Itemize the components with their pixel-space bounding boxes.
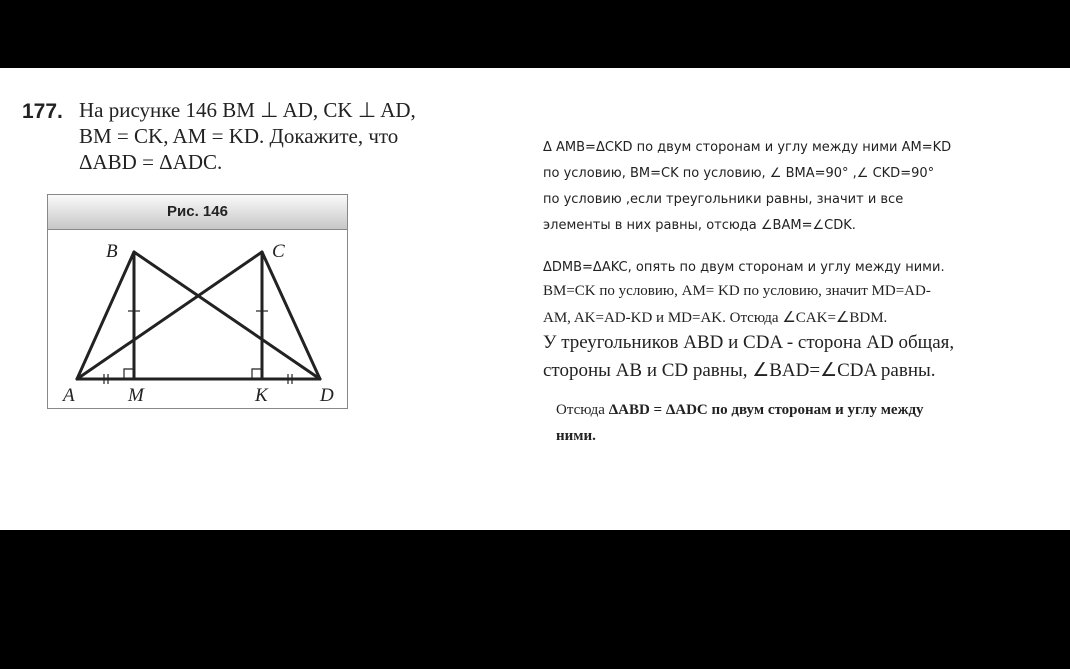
conclusion-prefix: Отсюда — [556, 402, 609, 418]
conclusion-bold: ΔABD = ΔADC по двум сторонам и углу между — [608, 402, 924, 418]
solution-line: У треугольников ABD и CDA - сторона AD общая, — [543, 332, 955, 353]
solution-line: по условию, BM=CK по условию, ∠ BMA=90° ,∠ CKD=90° — [543, 166, 935, 181]
solution-line: Δ AMB=ΔCKD по двум сторонам и углу между ними AM=KD — [543, 140, 952, 155]
solution-line: стороны AB и CD равны, ∠BAD=∠CDA равны. — [543, 360, 936, 381]
label-M: M — [128, 385, 144, 406]
label-K: K — [255, 385, 268, 406]
solution-line: элементы в них равны, отсюда ∠BAM=∠CDK. — [543, 218, 856, 233]
label-A: A — [63, 385, 75, 406]
conclusion-bold: ними. — [556, 428, 596, 444]
figure-146 — [47, 194, 348, 409]
page — [0, 68, 1070, 530]
problem-number: 177. — [22, 100, 63, 123]
solution-line: ΔDMB=ΔAKC, опять по двум сторонам и углу между ними. — [543, 260, 945, 275]
conclusion-line-1 — [556, 402, 924, 419]
label-C: C — [272, 241, 285, 262]
geometry-diagram — [48, 195, 347, 408]
figure-title: Рис. 146 — [48, 195, 347, 230]
problem-line-3: ΔABD = ΔADC. — [79, 150, 223, 174]
label-D: D — [320, 385, 334, 406]
label-B: B — [106, 241, 118, 262]
solution-line: AM, AK=AD-KD и MD=AK. Отсюда ∠CAK=∠BDM. — [543, 310, 888, 326]
problem-line-2: BM = CK, AM = KD. Докажите, что — [79, 124, 399, 148]
conclusion-line-2 — [556, 428, 596, 445]
problem-line-1: На рисунке 146 BM ⊥ AD, CK ⊥ AD, — [79, 98, 416, 122]
solution-line: по условию ,если треугольники равны, значит и все — [543, 192, 904, 207]
solution-line: BM=CK по условию, AM= KD по условию, значит MD=AD- — [543, 283, 931, 299]
